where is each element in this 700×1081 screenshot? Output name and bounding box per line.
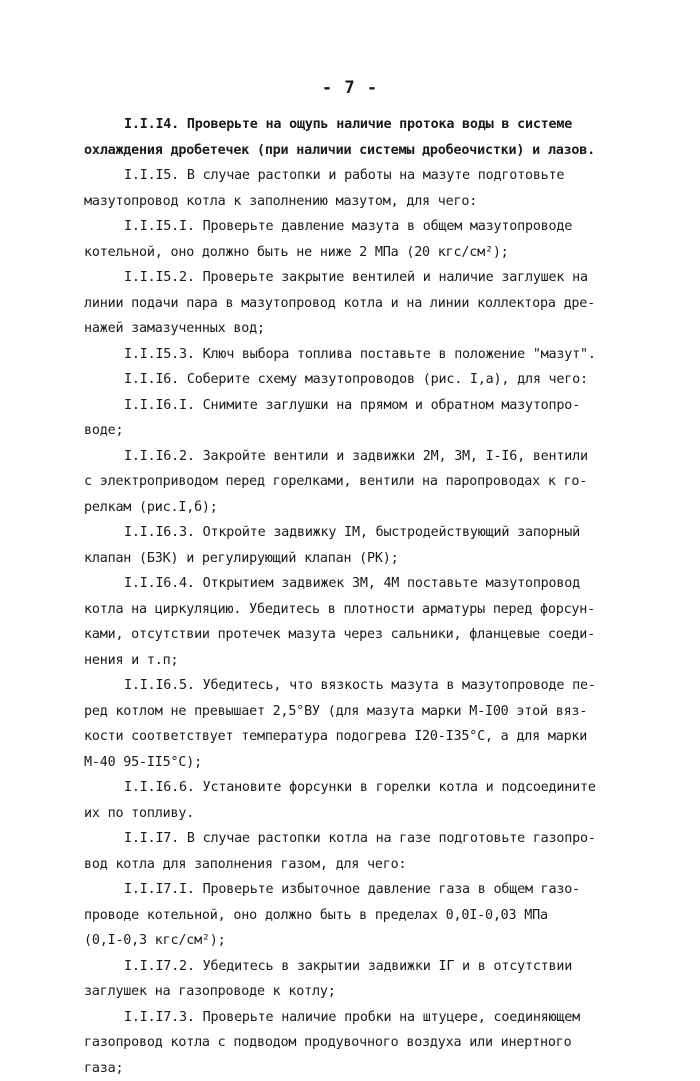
text-line: воде;	[84, 418, 574, 444]
text-line: ками, отсутствии протечек мазута через сальники, фланцевые соеди-	[84, 622, 574, 648]
text-line: котла на циркуляцию. Убедитесь в плотности арматуры перед форсун-	[84, 597, 574, 623]
text-line: I.I.I6.6. Установите форсунки в горелки котла и подсоедините	[84, 775, 574, 801]
text-line: проводе котельной, оно должно быть в пределах 0,0I-0,03 МПа	[84, 903, 574, 929]
text-line: клапан (БЗК) и регулирующий клапан (РК);	[84, 546, 574, 572]
text-line: I.I.I4. Проверьте на ощупь наличие протока воды в системе	[84, 112, 574, 138]
text-line: I.I.I6. Соберите схему мазутопроводов (рис. I,а), для чего:	[84, 367, 574, 393]
text-line: нения и т.п;	[84, 648, 574, 674]
text-line: (0,I-0,3 кгс/см²);	[84, 928, 574, 954]
text-line: газа;	[84, 1056, 574, 1081]
text-line: кости соответствует температура подогрева I20-I35°С, а для марки	[84, 724, 574, 750]
page-number: - 7 -	[0, 78, 700, 98]
text-line: мазутопровод котла к заполнению мазутом, для чего:	[84, 189, 574, 215]
text-line: охлаждения дробетечек (при наличии системы дробеочистки) и лазов.	[84, 138, 574, 164]
text-line: котельной, оно должно быть не ниже 2 МПа (20 кгс/см²);	[84, 240, 574, 266]
text-line: с электроприводом перед горелками, вентили на паропроводах к го-	[84, 469, 574, 495]
text-line: I.I.I5.3. Ключ выбора топлива поставьте в положение "мазут".	[84, 342, 574, 368]
text-line: I.I.I5.I. Проверьте давление мазута в общем мазутопроводе	[84, 214, 574, 240]
document-body	[84, 112, 574, 1081]
text-line: I.I.I5. В случае растопки и работы на мазуте подготовьте	[84, 163, 574, 189]
text-line: ред котлом не превышает 2,5°ВУ (для мазута марки М-I00 этой вяз-	[84, 699, 574, 725]
text-line: I.I.I6.I. Снимите заглушки на прямом и обратном мазутопро-	[84, 393, 574, 419]
text-line: вод котла для заполнения газом, для чего:	[84, 852, 574, 878]
text-line: заглушек на газопроводе к котлу;	[84, 979, 574, 1005]
text-line: I.I.I6.3. Откройте задвижку IМ, быстродействующий запорный	[84, 520, 574, 546]
text-line: газопровод котла с подводом продувочного воздуха или инертного	[84, 1030, 574, 1056]
text-line: I.I.I6.4. Открытием задвижек 3М, 4М поставьте мазутопровод	[84, 571, 574, 597]
text-line: I.I.I6.5. Убедитесь, что вязкость мазута в мазутопроводе пе-	[84, 673, 574, 699]
text-line: I.I.I6.2. Закройте вентили и задвижки 2М, 3М, I-I6, вентили	[84, 444, 574, 470]
text-line: I.I.I5.2. Проверьте закрытие вентилей и наличие заглушек на	[84, 265, 574, 291]
text-line: I.I.I7.3. Проверьте наличие пробки на штуцере, соединяющем	[84, 1005, 574, 1031]
text-line: I.I.I7.2. Убедитесь в закрытии задвижки IГ и в отсутствии	[84, 954, 574, 980]
text-line: М-40 95-II5°С);	[84, 750, 574, 776]
text-line: их по топливу.	[84, 801, 574, 827]
text-line: релкам (рис.I,б);	[84, 495, 574, 521]
text-line: линии подачи пара в мазутопровод котла и на линии коллектора дре-	[84, 291, 574, 317]
text-line: I.I.I7.I. Проверьте избыточное давление газа в общем газо-	[84, 877, 574, 903]
text-line: нажей замазученных вод;	[84, 316, 574, 342]
text-line: I.I.I7. В случае растопки котла на газе подготовьте газопро-	[84, 826, 574, 852]
